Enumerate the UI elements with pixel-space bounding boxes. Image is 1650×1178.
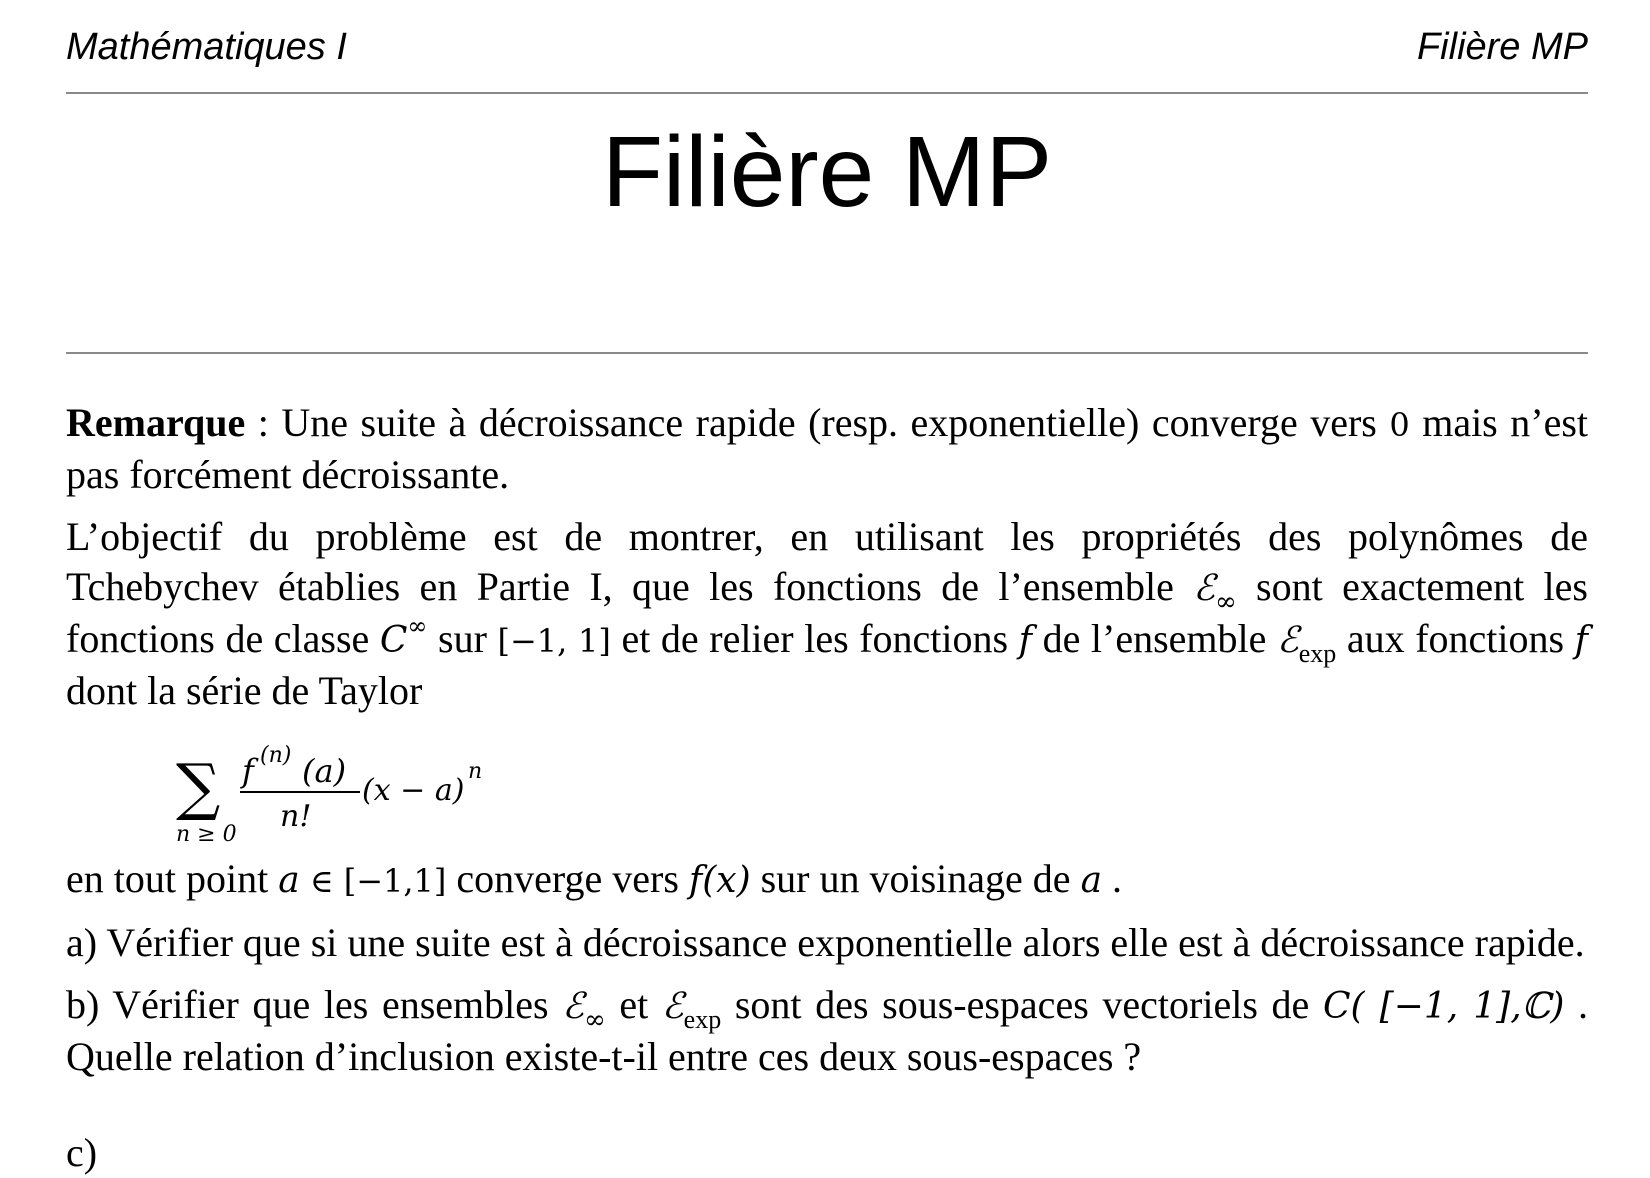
- problem-body: [66, 398, 1588, 1094]
- title-rule: [66, 352, 1588, 354]
- power: n: [468, 759, 483, 784]
- zero-value: 0: [1389, 406, 1410, 444]
- header-track: Filière MP: [1416, 26, 1588, 68]
- numerator-arg: (a): [302, 752, 347, 790]
- sigma-symbol: ∑: [176, 750, 221, 823]
- function-space: C( [−1, 1],ℂ): [1322, 986, 1565, 1027]
- point-a: a: [1080, 860, 1103, 901]
- numerator-f: f: [242, 752, 254, 790]
- f-of-x: f(x): [688, 860, 751, 901]
- numerator-order: (n): [260, 743, 292, 768]
- set-e-exp: ℰ$_{exp}$: [1276, 620, 1337, 668]
- set-e-infinity: ℰ$_\infty$: [562, 986, 606, 1035]
- interval: [−1, 1]: [497, 622, 611, 660]
- page-title: Filière MP: [601, 116, 1053, 228]
- header-subject: Mathématiques I: [66, 26, 347, 68]
- remark-label: Remarque: [66, 400, 246, 445]
- taylor-series-formula: [66, 728, 1588, 848]
- question-a: a) Vérifier que si une suite est à décroissance exponentielle alors elle est à décroissance rapide.: [66, 920, 1585, 965]
- question-b: b) Vérifier que les ensembles ℰ$_\infty$ et ℰ$_{exp}$ sont des sous-espaces vectoriels de C( [−1, 1],ℂ) . Quelle relation d’inclusion existe-t-il entre ces deux sous-espaces ?: [66, 982, 1589, 1079]
- header-rule: [66, 92, 1588, 94]
- sum-index: n ≥ 0: [176, 822, 237, 847]
- denominator: n!: [280, 799, 312, 834]
- factor: (x − a): [362, 773, 465, 808]
- objective-paragraph: L’objectif du problème est de montrer, en utilisant les propriétés des polynômes de Tchebychev établies en Partie I, que les fonctions de l’ensemble ℰ$_\infty$ sont exactement les fonctions de classe C∞ sur [−1, 1] et de relier les fonctions f de l’ensemble ℰ$_{exp}$ aux fonctions f dont la série de Taylor: [66, 514, 1588, 713]
- interval: [−1,1]: [343, 862, 447, 900]
- question-c-label: c): [66, 1130, 98, 1175]
- remark-paragraph: Remarque : Une suite à décroissance rapide (resp. exponentielle) converge vers 0 mais n’est pas forcément décroissante.: [66, 400, 1589, 497]
- convergence-paragraph: en tout point a ∈ [−1,1] converge vers f(x) sur un voisinage de a .: [66, 856, 1123, 901]
- function-f: f: [1574, 620, 1588, 661]
- class-c-infinity: C∞: [379, 612, 428, 661]
- running-header: [66, 22, 1588, 72]
- taylor-series-svg: [176, 728, 576, 848]
- set-e-infinity: ℰ$_\infty$: [1193, 568, 1237, 617]
- point-a: a: [278, 860, 300, 901]
- set-e-exp: ℰ$_{exp}$: [661, 986, 722, 1034]
- exam-page: [66, 0, 1589, 1175]
- function-f: f: [1018, 620, 1032, 661]
